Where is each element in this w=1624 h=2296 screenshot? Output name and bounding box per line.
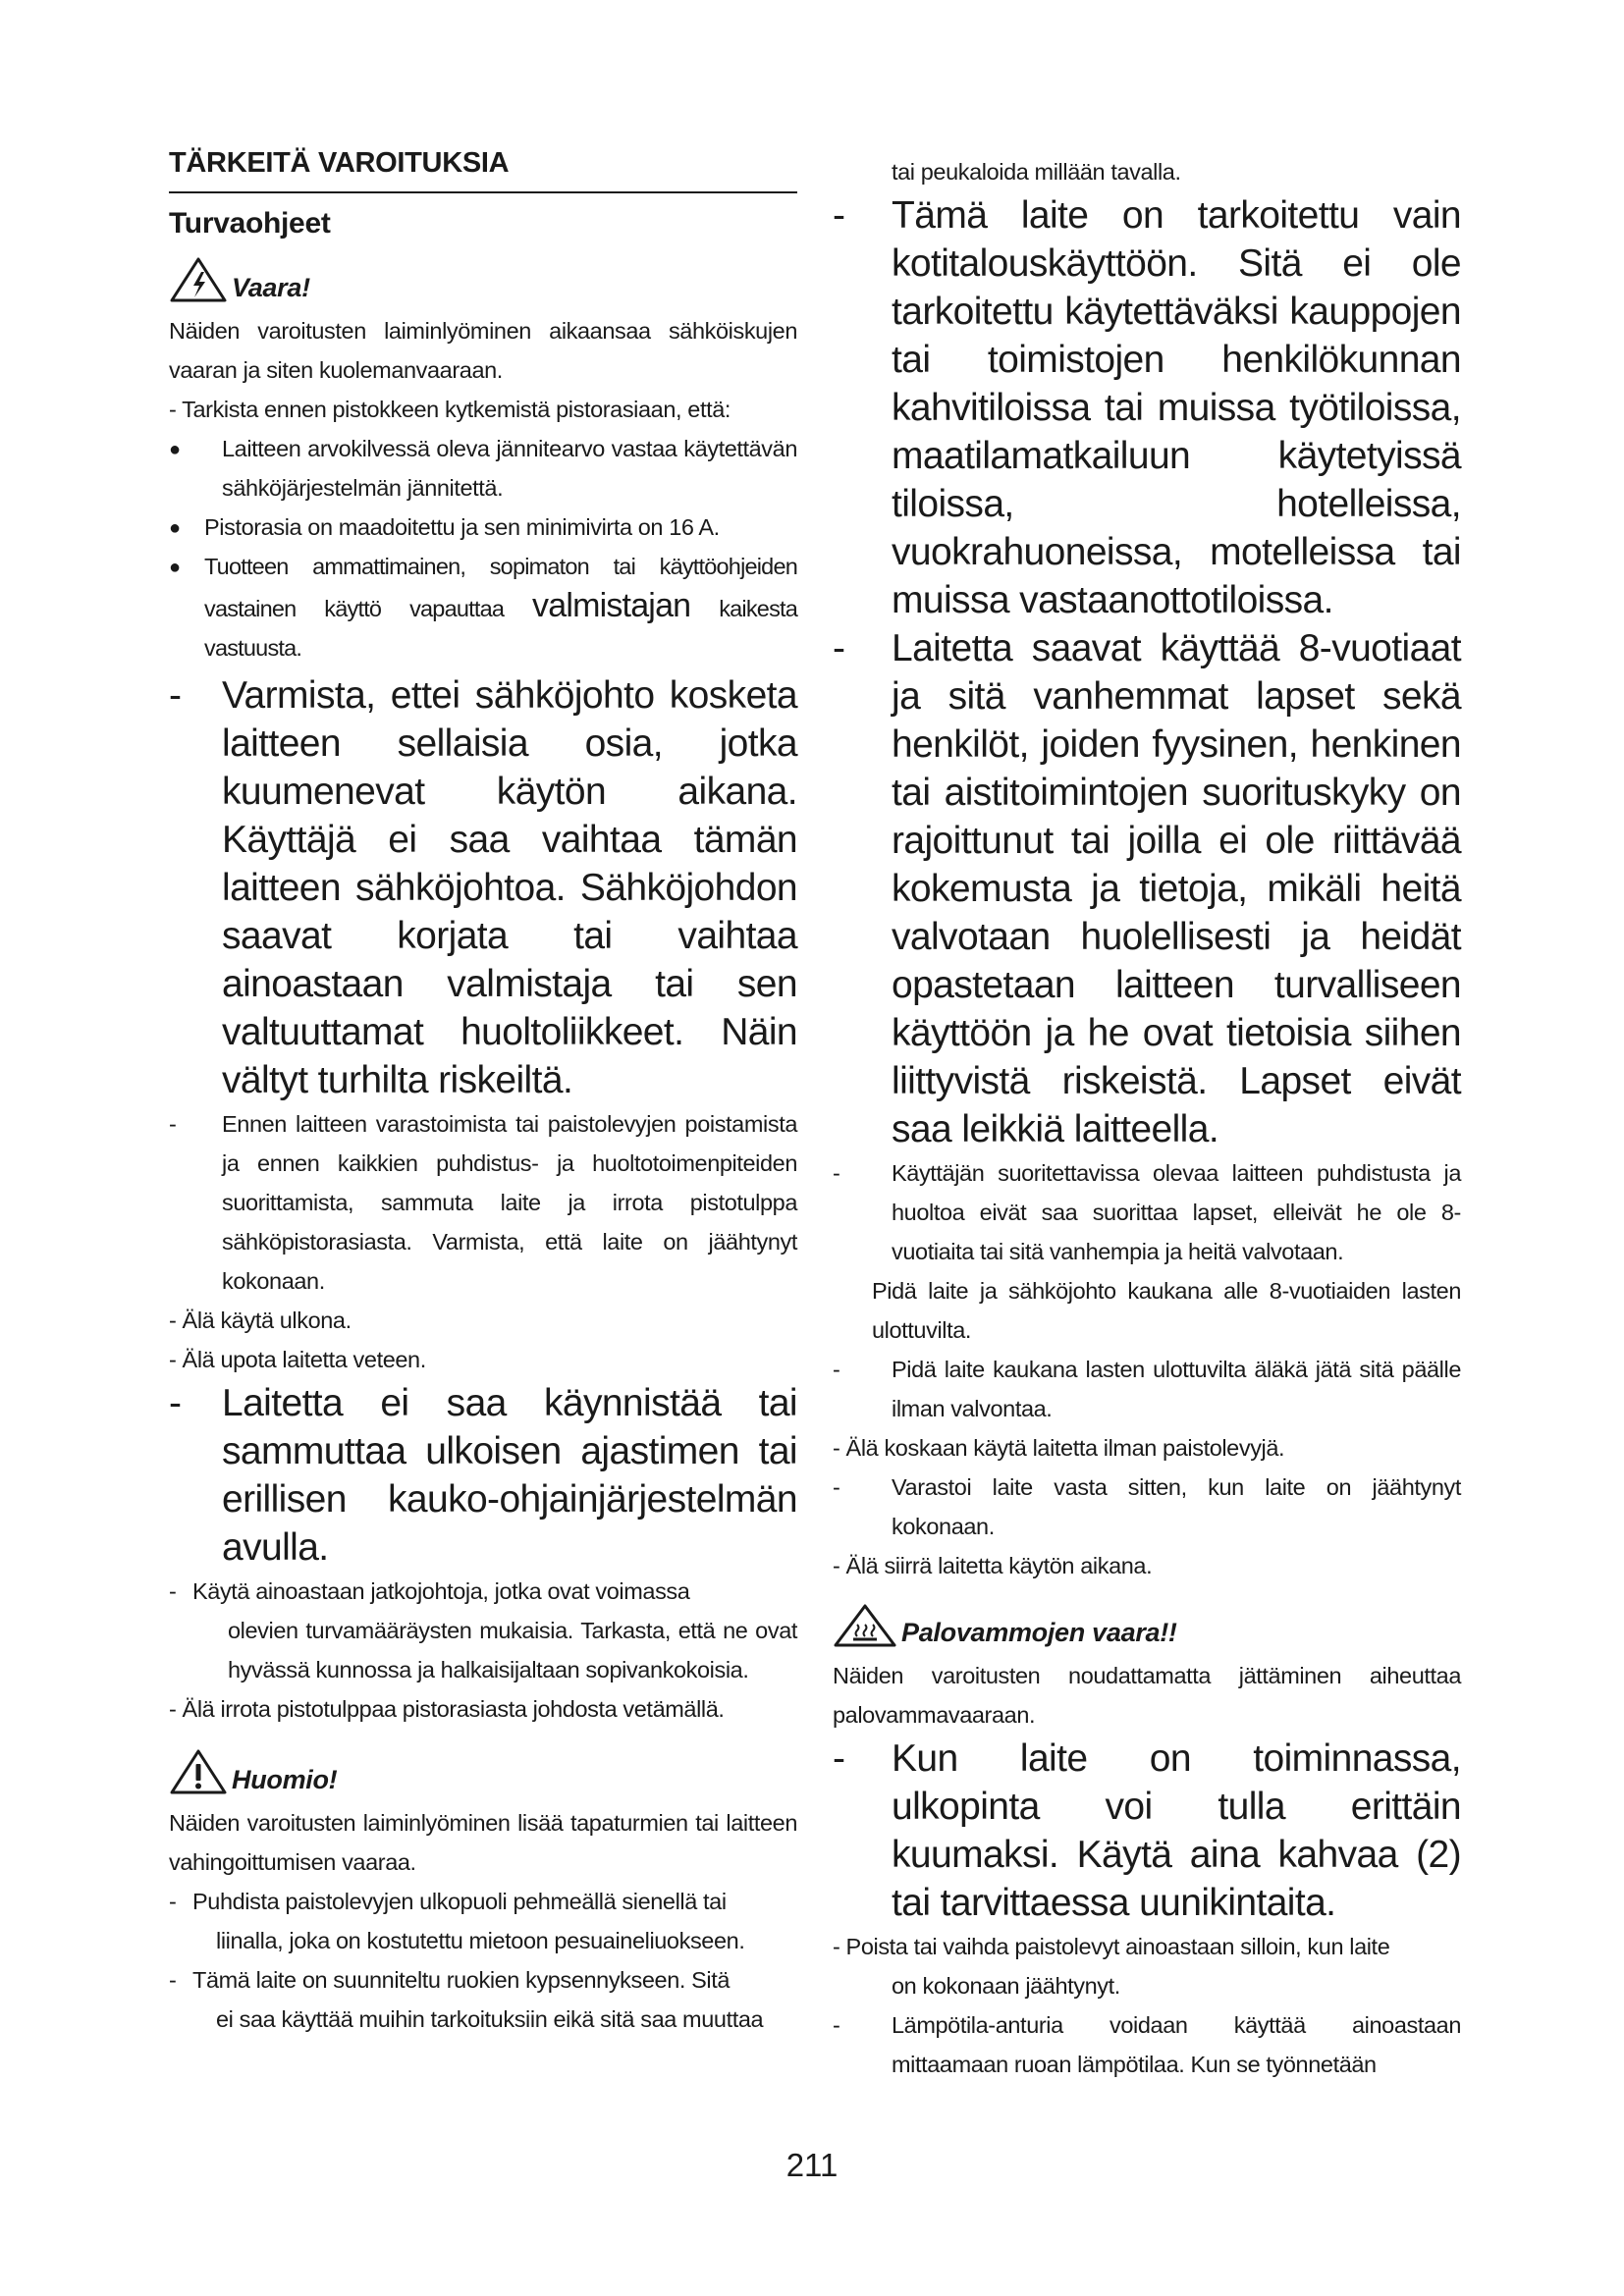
item-children: Laitetta saavat käyttää 8-vuotiaat ja sitä vanhemmat lapset sekä henkilöt, joiden fyysinen, henkinen tai aistitoimintojen suorituskyky on rajoittunut tai joilla ei ole riittävää kokemusta ja tietoja, mikäli heitä valvotaan huolellisesti ja heidät opastetaan laitteen turvalliseen käyttöön ja he ovat tietoisia siihen liittyvistä riskeistä. Lapset eivät saa leikkiä laitteella. bbox=[892, 627, 1461, 1150]
bullet-misuse-b: kaikesta vastuusta. bbox=[204, 596, 798, 661]
list-item bbox=[169, 1379, 797, 1572]
list-item bbox=[833, 1153, 1461, 1271]
bullet-voltage: Laitteen arvokilvessä oleva jännitearvo vastaa käytettävän sähköjärjestelmän jännitettä. bbox=[222, 436, 797, 501]
item-timer: Laitetta ei saa käynnistää tai sammuttaa ulkoisen ajastimen tai erillisen kauko-ohjainjärjestelmän avulla. bbox=[222, 1382, 797, 1569]
dash-marker: - bbox=[169, 674, 182, 717]
bullet-marker: ● bbox=[169, 557, 181, 578]
item-design-b: ei saa käyttää muihin tarkoituksiin eikä sitä saa muuttaa bbox=[216, 2006, 764, 2032]
electric-warning-icon bbox=[169, 256, 228, 303]
dash-marker: - bbox=[169, 1111, 177, 1137]
dash-marker: - bbox=[169, 1889, 177, 1914]
dash-marker: - bbox=[169, 1967, 177, 1993]
dash-marker: - bbox=[833, 1357, 840, 1382]
list-item bbox=[169, 429, 797, 507]
left-column bbox=[169, 147, 797, 2039]
bullet-misuse-a: Tuotteen ammattimainen, sopimaton tai käyttöohjeiden vastainen käyttö vapauttaa bbox=[204, 554, 797, 621]
list-item bbox=[833, 1350, 1461, 1428]
caution-heading bbox=[169, 1748, 797, 1795]
item-cleaning-children: Käyttäjän suoritettavissa olevaa laitteen puhdistusta ja huoltoa eivät saa suorittaa lapset, elleivät he ole 8-vuotiaita tai sitä vanhempia ja heitä valvotaan. bbox=[892, 1160, 1461, 1264]
dash-marker: - bbox=[833, 194, 845, 237]
burn-heading bbox=[833, 1603, 1461, 1648]
item-move: - Älä siirrä laitetta käytön aikana. bbox=[833, 1553, 1153, 1578]
dash-marker: - bbox=[833, 1737, 845, 1780]
item-no-plates: - Älä koskaan käytä laitetta ilman paistolevyjä. bbox=[833, 1435, 1285, 1461]
check-intro: - Tarkista ennen pistokkeen kytkemistä pistorasiaan, että: bbox=[169, 397, 731, 422]
hot-surface-icon bbox=[833, 1603, 897, 1648]
right-column bbox=[833, 152, 1461, 2084]
item-design-a: Tämä laite on suunniteltu ruokien kypsennykseen. Sitä bbox=[192, 1967, 731, 1993]
list-item bbox=[833, 191, 1461, 624]
danger-heading bbox=[169, 256, 797, 303]
item-unplug: - Älä irrota pistotulppaa pistorasiasta johdosta vetämällä. bbox=[169, 1696, 725, 1722]
item-water: - Älä upota laitetta veteen. bbox=[169, 1347, 426, 1372]
list-item bbox=[169, 1572, 797, 1611]
danger-label: Vaara! bbox=[232, 273, 310, 302]
dash-marker: - bbox=[833, 1160, 840, 1186]
list-item bbox=[833, 624, 1461, 1153]
list-item bbox=[169, 671, 797, 1104]
page-title: TÄRKEITÄ VAROITUKSIA bbox=[169, 147, 510, 179]
dash-marker: - bbox=[169, 1382, 182, 1424]
item-extension-b: olevien turvamääräysten mukaisia. Tarkasta, että ne ovat hyvässä kunnossa ja halkaisijaltaan sopivankokoisia. bbox=[228, 1618, 797, 1682]
dash-marker: - bbox=[833, 2012, 840, 2038]
item-clean-b: liinalla, joka on kostutettu mietoon pesuaineliuokseen. bbox=[216, 1928, 745, 1953]
item-store: Varastoi laite vasta sitten, kun laite on jäähtynyt kokonaan. bbox=[892, 1474, 1461, 1539]
bullet-marker: ● bbox=[169, 439, 181, 460]
item-cable: Varmista, ettei sähköjohto kosketa laitteen sellaisia osia, jotka kuumenevat käytön aikana. Käyttäjä ei saa vaihtaa tämän laitteen sähköjohtoa. Sähköjohdon saavat korjata tai vaihtaa ainoastaan valmistaja tai sen valtuuttamat huoltoliikkeet. Näin vältyt turhilta riskeiltä. bbox=[222, 674, 797, 1101]
caution-intro: Näiden varoitusten laiminlyöminen lisää tapaturmien tai laitteen vahingoittumisen vaaraa. bbox=[169, 1810, 797, 1875]
list-item bbox=[833, 1468, 1461, 1546]
item-clean-a: Puhdista paistolevyjen ulkopuoli pehmeällä sienellä tai bbox=[192, 1889, 727, 1914]
page-number: 211 bbox=[785, 2147, 839, 2183]
bullet-misuse-big: valmistajan bbox=[532, 587, 691, 624]
section-subtitle: Turvaohjeet bbox=[169, 207, 331, 240]
burn-intro: Näiden varoitusten noudattamatta jättäminen aiheuttaa palovammavaaraan. bbox=[833, 1663, 1461, 1728]
list-item bbox=[169, 507, 797, 547]
dash-marker: - bbox=[833, 627, 845, 669]
dash-marker: - bbox=[169, 1578, 177, 1604]
item-household: Tämä laite on tarkoitettu vain kotitalouskäyttöön. Sitä ei ole tarkoitettu käytettäväksi kauppojen tai toimistojen henkilökunnan kahvitiloissa tai muissa työtiloissa, maatilamatkailuun käytetyissä tiloissa, hotelleissa, vuokrahuoneissa, motelleissa tai muissa vastaanottotiloissa. bbox=[892, 194, 1461, 621]
item-unattended: Pidä laite kaukana lasten ulottuvilta äläkä jätä sitä päälle ilman valvontaa. bbox=[892, 1357, 1461, 1421]
item-remove-a: - Poista tai vaihda paistolevyt ainoastaan silloin, kun laite bbox=[833, 1934, 1390, 1959]
list-item bbox=[169, 1882, 797, 1921]
item-storage: Ennen laitteen varastoimista tai paistolevyjen poistamista ja ennen kaikkien puhdistus- ja huoltotoimenpiteiden suorittamista, sammuta laite ja irrota pistotulppa sähköpistorasiasta. Varmista, että laite on jäähtynyt kokonaan. bbox=[222, 1111, 797, 1294]
title-rule bbox=[169, 191, 797, 193]
list-item bbox=[169, 1104, 797, 1301]
exclamation-warning-icon bbox=[169, 1748, 228, 1795]
list-item bbox=[833, 2005, 1461, 2084]
danger-intro: Näiden varoitusten laiminlyöminen aikaansaa sähköiskujen vaaran ja siten kuolemanvaaraan. bbox=[169, 318, 797, 383]
burn-label: Palovammojen vaara!! bbox=[901, 1618, 1177, 1647]
bullet-marker: ● bbox=[169, 517, 181, 539]
list-item bbox=[833, 1735, 1461, 1927]
bullet-earthing: Pistorasia on maadoitettu ja sen minimivirta on 16 A. bbox=[204, 514, 720, 540]
continued-line: tai peukaloida millään tavalla. bbox=[892, 159, 1181, 185]
dash-marker: - bbox=[833, 1474, 840, 1500]
list-item bbox=[169, 547, 797, 667]
item-keep-away: Pidä laite ja sähköjohto kaukana alle 8-vuotiaiden lasten ulottuvilta. bbox=[872, 1278, 1461, 1343]
item-sensor: Lämpötila-anturia voidaan käyttää ainoastaan mittaamaan ruoan lämpötilaa. Kun se työnnetään bbox=[892, 2012, 1461, 2077]
item-outdoor: - Älä käytä ulkona. bbox=[169, 1308, 352, 1333]
item-extension-a: Käytä ainoastaan jatkojohtoja, jotka ovat voimassa bbox=[192, 1578, 690, 1604]
caution-label: Huomio! bbox=[232, 1765, 338, 1794]
list-item bbox=[169, 1960, 797, 2000]
item-hot: Kun laite on toiminnassa, ulkopinta voi tulla erittäin kuumaksi. Käytä aina kahvaa (2) tai tarvittaessa uunikintaita. bbox=[892, 1737, 1461, 1924]
item-remove-b: on kokonaan jäähtynyt. bbox=[892, 1973, 1120, 1999]
